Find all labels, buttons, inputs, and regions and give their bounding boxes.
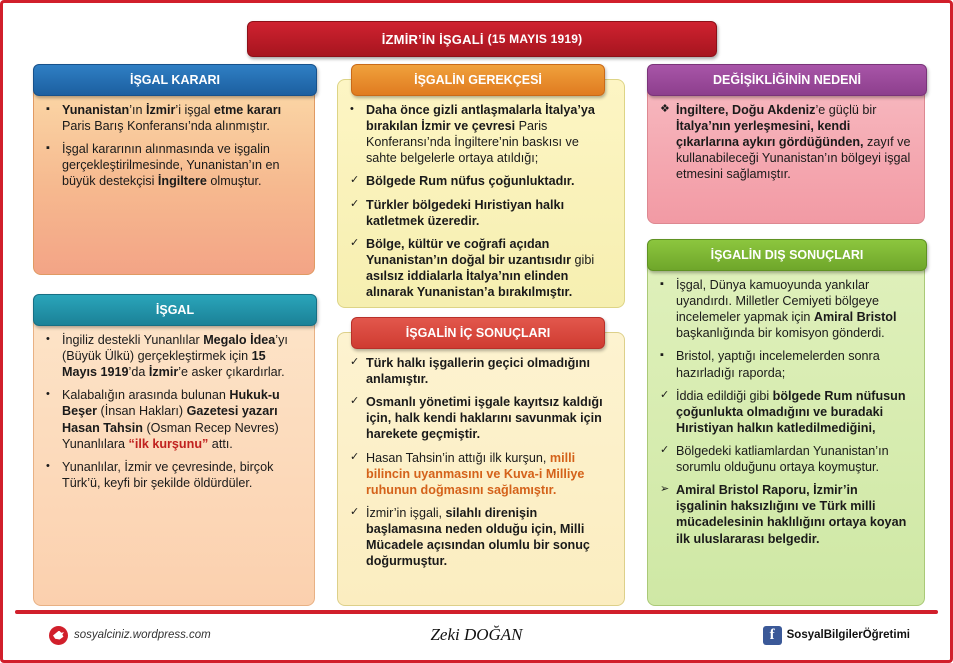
list-item bbox=[660, 388, 912, 436]
list-item bbox=[350, 450, 612, 498]
page-title-sub: (15 MAYIS 1919) bbox=[487, 32, 583, 46]
check-icon: ✓ bbox=[350, 197, 360, 210]
footer-author: Zeki DOĞAN bbox=[430, 625, 523, 644]
list-item-text: Bölgede Rum nüfus çoğunluktadır. bbox=[366, 174, 575, 189]
section-body-isgal bbox=[33, 309, 315, 606]
bullet-icon: • bbox=[350, 103, 354, 115]
bullet-icon: • bbox=[46, 459, 50, 472]
list-item-text: Yunanistan’ın İzmir’i işgal etme kararı Paris Barış Konferansı’nda alınmıştır. bbox=[62, 103, 282, 134]
list-item bbox=[350, 173, 612, 189]
isgalin-ic-sonuclari-list bbox=[350, 355, 612, 569]
bullet-icon: ▪ bbox=[660, 349, 664, 362]
facebook-icon: f bbox=[763, 626, 782, 645]
list-item bbox=[46, 459, 302, 491]
check-icon: ✓ bbox=[350, 505, 360, 518]
list-item bbox=[350, 236, 612, 300]
section-header-isgal: İŞGAL bbox=[33, 294, 317, 326]
footer-facebook-text: SosyalBilgilerÖğretimi bbox=[786, 629, 910, 641]
section-header-isgalin-ic-sonuclari: İŞGALİN İÇ SONUÇLARI bbox=[351, 317, 605, 349]
footer-blog-text: sosyalciniz.wordpress.com bbox=[74, 629, 211, 641]
arrow-bullet-icon: ➢ bbox=[660, 483, 670, 496]
list-item-text: Hasan Tahsin’in attığı ilk kurşun, milli bilincin uyanmasını ve Kuva-i Milliye ruhunun doğmasını sağlamıştır. bbox=[366, 450, 585, 497]
section-body-isgalin-gerekcesi bbox=[337, 79, 625, 308]
list-item-text: Türk halkı işgallerin geçici olmadığını anlamıştır. bbox=[366, 356, 590, 387]
list-item-text: Kalabalığın arasında bulunan Hukuk-u Beşer (İnsan Hakları) Gazetesi yazarı Hasan Tahsin (Osman Recep Nevres) Yunanlılara “ilk kurşunu” attı. bbox=[62, 388, 280, 451]
section-body-isgalin-dis-sonuclari bbox=[647, 254, 925, 606]
check-icon: ✓ bbox=[350, 174, 360, 187]
page-title bbox=[247, 21, 717, 57]
list-item-text: Yunanlılar, İzmir ve çevresinde, birçok Türk’ü, keyfi bir şekilde öldürdüler. bbox=[62, 459, 274, 490]
list-item bbox=[350, 505, 612, 569]
list-item-text: İddia edildiği gibi bölgede Rum nüfusun çoğunlukta olmadığını ve buradaki Hıristiyan halkın katledilmediğini, bbox=[676, 388, 906, 435]
bullet-icon: • bbox=[46, 388, 50, 401]
footer bbox=[3, 616, 950, 654]
check-icon: ✓ bbox=[350, 395, 360, 408]
section-body-isgalin-ic-sonuclari bbox=[337, 332, 625, 606]
section-body-isgal-karari bbox=[33, 79, 315, 275]
list-item-text: İngiliz destekli Yunanlılar Megalo İdea’yı (Büyük Ülkü) gerçekleştirmek için 15 Mayıs 1919’da İzmir’e asker çıkardırlar. bbox=[62, 333, 288, 380]
section-header-degisikliginin-nedeni: DEĞİŞİKLİĞİNİN NEDENİ bbox=[647, 64, 927, 96]
section-header-isgalin-dis-sonuclari: İŞGALİN DIŞ SONUÇLARI bbox=[647, 239, 927, 271]
bullet-icon: • bbox=[46, 333, 50, 345]
footer-divider bbox=[15, 610, 938, 614]
list-item bbox=[46, 141, 302, 189]
isgal-karari-list bbox=[46, 102, 302, 190]
check-icon: ✓ bbox=[350, 356, 360, 368]
list-item bbox=[350, 355, 612, 387]
list-item bbox=[660, 482, 912, 546]
diamond-bullet-icon: ❖ bbox=[660, 103, 670, 115]
list-item bbox=[660, 348, 912, 380]
list-item bbox=[350, 102, 612, 166]
list-item bbox=[660, 102, 912, 183]
section-body-degisikliginin-nedeni bbox=[647, 79, 925, 224]
list-item-text: İşgal kararının alınmasında ve işgalin gerçekleştirilmesinde, Yunanistan’ın en büyük destekçisi İngiltere olmuştur. bbox=[62, 142, 280, 189]
check-icon: ✓ bbox=[350, 236, 360, 249]
bullet-icon: ▪ bbox=[46, 103, 50, 115]
list-item bbox=[46, 387, 302, 451]
degisikliginin-nedeni-list bbox=[660, 102, 912, 183]
check-icon: ✓ bbox=[350, 450, 360, 463]
check-icon: ✓ bbox=[660, 443, 670, 456]
isgalin-gerekcesi-list bbox=[350, 102, 612, 300]
bullet-icon: ▪ bbox=[660, 278, 664, 290]
section-header-isgalin-gerekcesi: İŞGALİN GEREKÇESİ bbox=[351, 64, 605, 96]
footer-facebook-link[interactable] bbox=[763, 626, 910, 645]
list-item bbox=[46, 102, 302, 134]
page-title-main: İZMİR’İN İŞGALİ bbox=[381, 31, 484, 47]
list-item-text: Osmanlı yönetimi işgale kayıtsız kaldığı için, halk kendi haklarını savunmak için harekete geçmiştir. bbox=[366, 395, 603, 442]
check-icon: ✓ bbox=[660, 388, 670, 401]
list-item bbox=[660, 277, 912, 341]
list-item-text: İzmir’in işgali, silahlı direnişin başlamasına neden olduğu için, Milli Mücadele açısından olumlu bir sonuç doğurmuştur. bbox=[366, 505, 590, 569]
list-item bbox=[350, 197, 612, 229]
list-item-text: İngiltere, Doğu Akdeniz’e güçlü bir İtalya’nın yerleşmesini, kendi çıkarlarına aykırı gördüğünden, zayıf ve kullanabileceği Yunanistan’ın bölgeyi işgal etmesini sağlamıştır. bbox=[676, 103, 911, 182]
list-item-text: Bölgedeki katliamlardan Yunanistan’ın sorumlu olduğunu ortaya koymuştur. bbox=[676, 443, 889, 475]
list-item-text: Bristol, yaptığı incelemelerden sonra hazırladığı raporda; bbox=[676, 349, 880, 380]
list-item-text: İşgal, Dünya kamuoyunda yankılar uyandırdı. Milletler Cemiyeti bölgeye incelemeler yapmak için Amiral Bristol başkanlığında bir komisyon gönderdi. bbox=[676, 278, 897, 341]
list-item bbox=[660, 443, 912, 475]
bullet-icon: ▪ bbox=[46, 142, 50, 155]
list-item-text: Daha önce gizli antlaşmalarla İtalya’ya bırakılan İzmir ve çevresi Paris Konferansı’nda İngiltere’nin baskısı ve sahte belgelerle ortaya atıldığı; bbox=[366, 103, 595, 166]
list-item bbox=[46, 332, 302, 380]
list-item-text: Türkler bölgedeki Hıristiyan halkı katletmek üzeredir. bbox=[366, 197, 565, 228]
isgal-list bbox=[46, 332, 302, 491]
list-item-text: Amiral Bristol Raporu, İzmir’in işgalinin haksızlığını ve Türk milli mücadelesinin haklılığını ortaya koyan ilk uluslararası belgedir. bbox=[676, 483, 907, 546]
section-header-isgal-karari: İŞGAL KARARI bbox=[33, 64, 317, 96]
isgalin-dis-sonuclari-list bbox=[660, 277, 912, 547]
list-item-text: Bölge, kültür ve coğrafi açıdan Yunanistan’ın doğal bir uzantısıdır gibi asılsız iddialarla İtalya’nın elinden alınarak Yunanistan’a bırakılmıştır. bbox=[366, 236, 595, 300]
list-item bbox=[350, 394, 612, 442]
